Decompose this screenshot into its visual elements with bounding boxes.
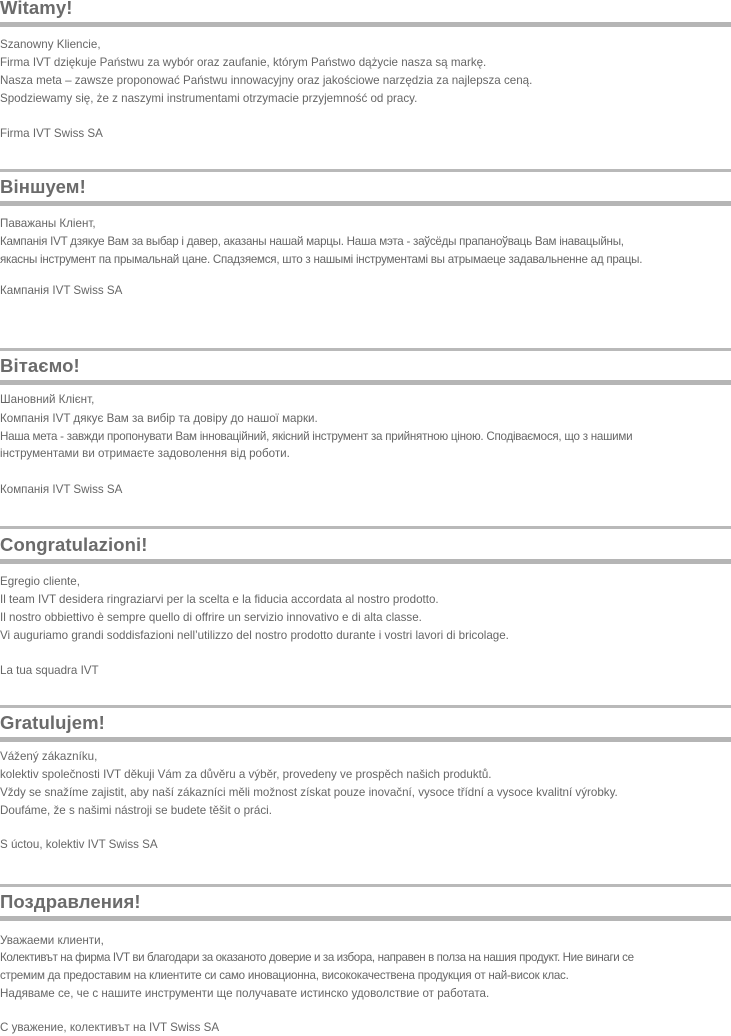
divider-bar: [0, 916, 731, 921]
body-line: Doufáme, že s našimi nástroji se budete těšit o práci.: [0, 804, 272, 817]
section-top-rule: [0, 526, 731, 529]
section-heading: Gratulujem!: [0, 712, 105, 733]
greeting-line: Шановний Клієнт,: [0, 393, 95, 406]
body-line: Наша мета - завжди пропонувати Вам інноваційний, якісний інструмент за прийнятною ціною. Сподіваємося, що з нашими: [0, 430, 633, 443]
body-line: Vi auguriamo grandi soddisfazioni nell’utilizzo del nostro prodotto durante i vostri lavori di bricolage.: [0, 629, 509, 642]
body-line: kolektiv společnosti IVT děkuji Vám za důvěru a výběr, provedeny ve prospěch našich produktů.: [0, 768, 492, 781]
body-line: Компанія IVT дякує Вам за вибір та довіру до нашої марки.: [0, 412, 318, 425]
body-line: Il team IVT desidera ringraziarvi per la scelta e la fiducia accordata al nostro prodotto.: [0, 593, 439, 606]
signature-line: La tua squadra IVT: [0, 664, 99, 677]
body-line: інструментами ви отримаєте задоволення від роботи.: [0, 447, 290, 460]
divider-bar: [0, 380, 731, 385]
signature-line: Firma IVT Swiss SA: [0, 127, 103, 140]
body-line: Колективът на фирма IVT ви благодари за оказаното доверие и за избора, направен в полза на нашия продукт. Ние винаги се: [0, 951, 634, 964]
body-line: Firma IVT dziękuje Państwu za wybór oraz zaufanie, którym Państwo dążycie nasza są markę.: [0, 56, 487, 69]
section-top-rule: [0, 705, 731, 708]
body-line: стремим да предоставим на клиентите си само иновационна, висококачествена продукция от най-висок клас.: [0, 969, 569, 982]
section-heading: Поздравления!: [0, 891, 141, 912]
greeting-line: Szanowny Kliencie,: [0, 38, 101, 51]
section-heading: Вітаємо!: [0, 355, 80, 376]
body-line: Кампанія IVT дзякуе Вам за выбар і давер, аказаны нашай марцы. Наша мэта - заўсёды прапаноўваць Вам інавацыйны,: [0, 235, 624, 248]
greeting-line: Egregio cliente,: [0, 575, 80, 588]
divider-bar: [0, 22, 731, 27]
body-line: Vždy se snažíme zajistit, aby naší zákazníci měli možnost získat pouze inovační, vysoce třídní a vysoce kvalitní výrobky.: [0, 786, 618, 799]
greeting-line: Vážený zákazníku,: [0, 750, 98, 763]
body-line: Надяваме се, че с нашите инструменти ще получавате истинско удоволствие от работата.: [0, 987, 490, 1000]
greeting-line: Уважаеми клиенти,: [0, 934, 104, 947]
body-line: Nasza meta – zawsze proponować Państwu innowacyjny oraz jakościowe narzędzia za najlepsza ceną.: [0, 74, 533, 87]
section-top-rule: [0, 348, 731, 351]
greeting-line: Паважаны Кліент,: [0, 217, 96, 230]
section-heading: Congratulazioni!: [0, 534, 148, 555]
body-line: Spodziewamy się, że z naszymi instrumentami otrzymacie przyjemność od pracy.: [0, 92, 418, 105]
section-top-rule: [0, 169, 731, 172]
signature-line: S úctou, kolektiv IVT Swiss SA: [0, 838, 158, 851]
body-line: Il nostro obbiettivo è sempre quello di offrire un servizio innovativo e di alta classe.: [0, 611, 422, 624]
signature-line: Кампанія IVT Swiss SA: [0, 284, 123, 297]
signature-line: С уважение, колективът на IVT Swiss SA: [0, 1021, 220, 1034]
body-line: якасны інструмент па прымальнай цане. Спадзяемся, што з нашымі інструментамі вы атрымаеце задавальненне ад працы.: [0, 253, 643, 266]
section-heading: Witamy!: [0, 0, 73, 18]
section-top-rule: [0, 884, 731, 887]
section-heading: Віншуем!: [0, 176, 86, 197]
divider-bar: [0, 559, 731, 564]
signature-line: Компанія IVT Swiss SA: [0, 483, 123, 496]
divider-bar: [0, 201, 731, 206]
divider-bar: [0, 737, 731, 742]
